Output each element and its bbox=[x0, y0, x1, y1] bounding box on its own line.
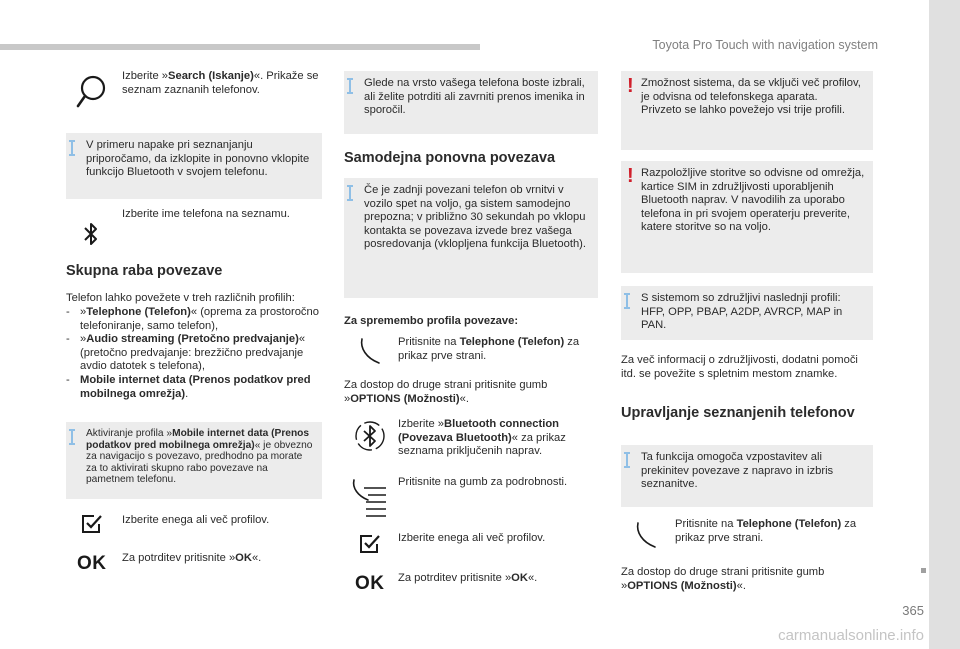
second-page-instruction: Za dostop do druge strani pritisnite gumb »OPTIONS (Možnosti)«. bbox=[344, 379, 548, 405]
info-box-phone-type: Glede na vrsto vašega telefona boste izbrali, ali želite potrditi ali zavrniti prenos imenika in sporočil. bbox=[344, 71, 598, 134]
heading-auto-reconnect: Samodejna ponovna povezava bbox=[344, 150, 556, 166]
info-icon bbox=[349, 78, 351, 94]
info-box-pairing-error: V primeru napake pri seznanjanju priporočamo, da izklopite in ponovno vklopite funkcijo Bluetooth v svojem telefonu. bbox=[66, 133, 322, 199]
header-rule bbox=[0, 44, 480, 50]
info-icon bbox=[626, 452, 628, 468]
more-info-text: Za več informacij o združljivosti, dodatni pomoči itd. se povežite s spletnim mestom znamke. bbox=[621, 354, 858, 380]
watermark: carmanualsonline.info bbox=[778, 627, 924, 644]
step-search: Izberite »Search (Iskanje)«. Prikaže se seznam zaznanih telefonov. bbox=[122, 70, 319, 96]
phone-icon bbox=[358, 336, 382, 366]
ok-icon: OK bbox=[77, 553, 107, 574]
details-list-icon bbox=[350, 478, 388, 518]
step-confirm-ok: Za potrditev pritisnite »OK«. bbox=[122, 552, 262, 564]
bluetooth-connection-icon bbox=[353, 419, 387, 453]
info-icon bbox=[626, 293, 628, 309]
step-bluetooth-connection: Izberite »Bluetooth connection (Povezava Bluetooth)« za prikaz seznama priključenih naprav. bbox=[398, 418, 566, 458]
list-item: - »Telephone (Telefon)« (oprema za prostoročno telefoniranje, samo telefon), bbox=[66, 306, 319, 332]
ok-icon: OK bbox=[355, 573, 385, 594]
warning-icon: ! bbox=[627, 75, 634, 97]
phone-icon bbox=[634, 520, 658, 550]
info-box-activate-profile: Aktiviranje profila »Mobile internet data (Prenos podatkov pred mobilnega omrežja)« je obvezno za navigacijo s povezavo, predhodno pa morate za to aktivirati skupno rabo povezave na pametnem telefonu. bbox=[66, 422, 322, 499]
warning-box-multiple-profiles: ! Zmožnost sistema, da se vključi več profilov, je odvisna od telefonskega aparata. Privzeto se lahko povežejo vsi trije profili. bbox=[621, 71, 873, 150]
page-number: 365 bbox=[902, 603, 924, 618]
bluetooth-icon bbox=[82, 220, 100, 248]
warning-icon: ! bbox=[627, 165, 634, 187]
info-icon bbox=[71, 140, 73, 156]
subheading-change-profile: Za spremembo profila povezave: bbox=[344, 315, 519, 327]
checkbox-icon bbox=[81, 514, 103, 534]
list-item: - »Audio streaming (Pretočno predvajanje)« (pretočno predvajanje: brezžično predvajanje avdio datotek s telefona), bbox=[66, 333, 306, 373]
info-box-auto-reconnect: Če je zadnji povezani telefon ob vrnitvi v vozilo spet na voljo, ga sistem samodejno prepozna; v približno 30 sekundah po vklopu kontakta se povezava izvede brez vašega posredovanja (vklopljena funkcija Bluetooth). bbox=[344, 178, 598, 298]
step-details-button: Pritisnite na gumb za podrobnosti. bbox=[398, 476, 568, 488]
continuation-marker bbox=[921, 568, 926, 573]
search-icon bbox=[76, 74, 106, 114]
step-press-telephone: Pritisnite na Telephone (Telefon) za prikaz prve strani. bbox=[675, 518, 857, 544]
heading-connection-sharing: Skupna raba povezave bbox=[66, 263, 223, 279]
list-item: - Mobile internet data (Prenos podatkov pred mobilnega omrežja). bbox=[66, 373, 311, 400]
info-box-compatible-profiles: S sistemom so združljivi naslednji profili: HFP, OPP, PBAP, A2DP, AVRCP, MAP in PAN. bbox=[621, 286, 873, 340]
checkbox-icon bbox=[359, 534, 381, 554]
step-confirm-ok: Za potrditev pritisnite »OK«. bbox=[398, 572, 538, 584]
warning-box-services: ! Razpoložljive storitve so odvisne od omrežja, kartice SIM in združljivosti uporabljenih Bluetooth naprav. V navodilih za uporabo telefona in pri svojem operaterju preverite, katere storitve so na voljo. bbox=[621, 161, 873, 273]
page-header-title: Toyota Pro Touch with navigation system bbox=[652, 38, 878, 52]
side-strip bbox=[929, 0, 960, 649]
profiles-list bbox=[66, 306, 324, 401]
step-select-profiles: Izberite enega ali več profilov. bbox=[122, 514, 270, 526]
step-select-phone-name: Izberite ime telefona na seznamu. bbox=[122, 208, 290, 220]
profiles-intro: Telefon lahko povežete v treh različnih profilih: bbox=[66, 292, 295, 304]
step-press-telephone: Pritisnite na Telephone (Telefon) za prikaz prve strani. bbox=[398, 336, 580, 362]
second-page-instruction: Za dostop do druge strani pritisnite gumb »OPTIONS (Možnosti)«. bbox=[621, 566, 825, 592]
info-box-manage: Ta funkcija omogoča vzpostavitev ali prekinitev povezave z napravo in izbris seznanitve. bbox=[621, 445, 873, 507]
step-select-profiles: Izberite enega ali več profilov. bbox=[398, 532, 546, 544]
info-icon bbox=[71, 429, 73, 445]
info-icon bbox=[349, 185, 351, 201]
heading-manage-paired-phones: Upravljanje seznanjenih telefonov bbox=[621, 405, 855, 421]
